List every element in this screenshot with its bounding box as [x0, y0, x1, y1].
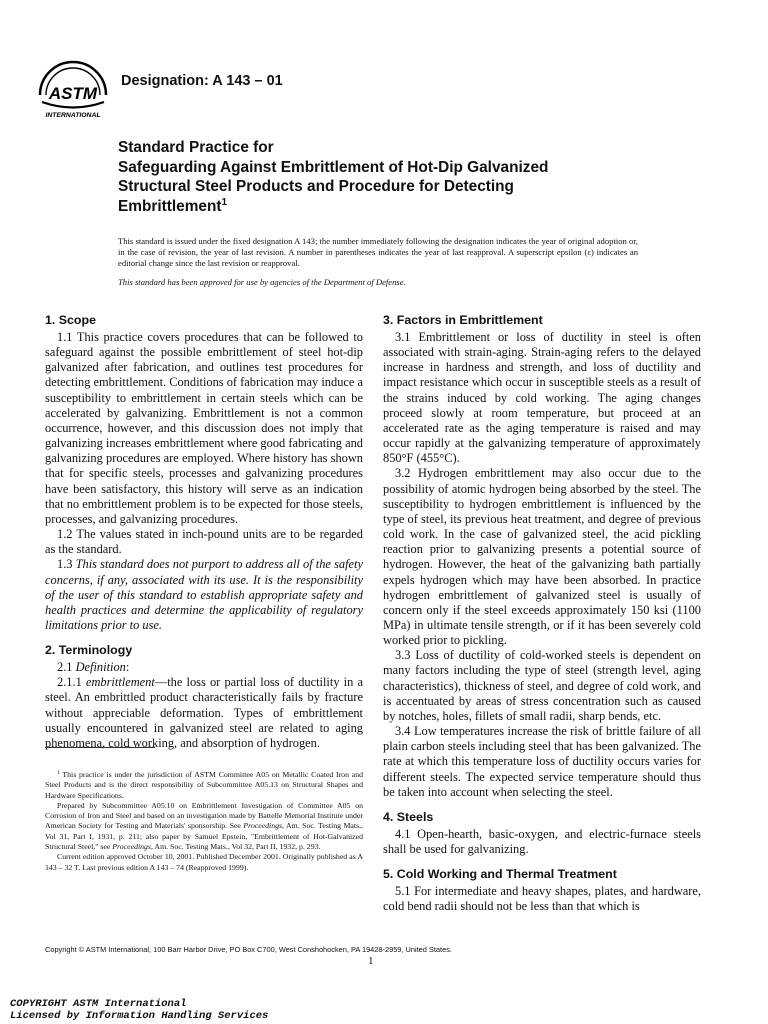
section-heading-steels: 4. Steels [383, 809, 434, 824]
title-line-1: Standard Practice for [118, 139, 274, 156]
title-line-4-text: Embrittlement [118, 197, 222, 215]
footnote-2-pub-2: Proceedings [112, 842, 151, 852]
paragraph-1-3-text: This standard does not purport to address all of the safety concerns, if any, associated with its use. It is the responsibility of the user of this standard to establish appropriate safety and health practices and determine the applicability of regulatory limitations prior to use. [45, 557, 363, 632]
footnotes [45, 770, 363, 873]
right-column [383, 312, 701, 914]
section-heading-factors: 3. Factors in Embrittlement [383, 313, 543, 327]
footnote-3: Current edition approved October 10, 2001. Published December 2001. Originally published as A 143 – 32 T. Last previous edition A 143 – 74 (Reapproved 1999). [45, 852, 363, 872]
paragraph-2-1-colon: : [125, 660, 130, 675]
footnote-2-text-a: Prepared by Subcommittee A05.10 on Embrittlement Investigation of Committee A05 on Corrosion of Iron and Steel and based on an investigation made by Battelle Memorial Institute under American Society for Testing and Materials' sponsorship. See [45, 800, 363, 831]
designation: Designation: A 143 – 01 [121, 73, 283, 89]
paragraph-4-1: 4.1 Open-hearth, basic-oxygen, and electric-furnace steels shall be used for galvanizing. [383, 826, 701, 856]
title-line-3: Structural Steel Products and Procedure for Detecting [118, 178, 514, 195]
svg-text:INTERNATIONAL: INTERNATIONAL [45, 112, 101, 119]
section-heading-terminology: 2. Terminology [45, 643, 133, 658]
title-line-4 [118, 197, 638, 217]
paragraph-1-1: 1.1 This practice covers procedures that can be followed to safeguard against the possible embrittlement of steel hot-dip galvanized after fabrication, and outlines test procedures for detecting embrittlement. Conditions of fabrication may induce a susceptibility to embrittlement in certain steels which can be accelerated by galvanizing. Embrittlement is not a common occurrence, however, and this discussion does not imply that galvanizing increases embrittlement where good fabricating and galvanizing procedures are employed. Where history has shown that for specific steels, processes and galvanizing procedures have been satisfactory, this history will serve as an indication that no embrittlement problem is to be expected for those steels, processes, and galvanizing procedures. [45, 330, 363, 526]
section-heading-scope: 1. Scope [45, 313, 96, 327]
document-title [118, 138, 638, 216]
footnote-2-text-b: , Am. Soc. Testing Mats., Vol 31, Part I, 1931, p. 211; also paper by Samuel Epstein, "Embrittlement of Hot-Galvanized Structural Steel," see [45, 821, 363, 852]
paragraph-2-1-1-number: 2.1.1 [57, 675, 86, 690]
paragraph-1-3-number: 1.3 [57, 557, 76, 572]
license-watermark-line-2: Licensed by Information Handling Services [10, 1010, 269, 1022]
footnote-2-text-c: , Am. Soc. Testing Mats., Vol 32, Part II, 1932, p. 293. [150, 842, 321, 852]
license-watermark-line-1: COPYRIGHT ASTM International [10, 998, 187, 1010]
paragraph-2-1 [45, 660, 363, 675]
paragraph-2-1-1-term: embrittlement [85, 675, 155, 690]
paragraph-2-1-term: Definition [75, 660, 126, 675]
paragraph-2-1-1 [45, 675, 363, 751]
paragraph-2-1-1-text: —the loss or partial loss of ductility in a steel. An embrittled product characteristically fails by fracture without appreciable deformation. Types of embrittlement usually encountered in galvanized steel are related to aging phenomena, cold working, and absorption of hydrogen. [45, 675, 363, 750]
paragraph-3-2: 3.2 Hydrogen embrittlement may also occur due to the possibility of atomic hydrogen being absorbed by the steel. The susceptibility to hydrogen embrittlement is influenced by the type of steel, its previous heat treatment, and degree of previous cold work. In the case of galvanized steel, the acid pickling reaction prior to galvanizing presents a potential source of hydrogen. However, the heat of the galvanizing bath partially expels hydrogen which may have been absorbed. In practice hydrogen embrittlement of galvanized steel is usually of concern only if the steel exceeds approximately 150 ksi (1100 MPa) in ultimate tensile strength, or if it has been severely cold worked prior to pickling. [383, 466, 701, 648]
paragraph-2-1-number: 2.1 [57, 660, 76, 675]
astm-logo-icon [32, 55, 114, 119]
paragraph-1-2: 1.2 The values stated in inch-pound units are to be regarded as the standard. [45, 527, 363, 557]
paragraph-3-4: 3.4 Low temperatures increase the risk of brittle failure of all plain carbon steels including steel that has been galvanized. The rate at which this temperature loss of ductility occurs varies for different steels. The expected service temperature should thus be taken into account when selecting the steel. [383, 724, 701, 799]
footnote-2-pub-1: Proceedings [243, 821, 283, 831]
defense-note: This standard has been approved for use by agencies of the Department of Defense. [118, 277, 406, 287]
issuance-note: This standard is issued under the fixed designation A 143; the number immediately following the designation indicates the year of original adoption or, in the case of revision, the year of last revision. A number in parentheses indicates the year of last reapproval. A superscript epsilon (ε) indicates an editorial change since the last revision or reapproval. [118, 236, 638, 269]
paragraph-1-3 [45, 557, 363, 633]
title-footnote-mark: 1 [221, 196, 228, 208]
copyright-line: Copyright © ASTM International, 100 Barr Harbor Drive, PO Box C700, West Conshohocken, PA 19428-2959, United States. [45, 945, 452, 954]
paragraph-3-1: 3.1 Embrittlement or loss of ductility in steel is often associated with strain-aging. Strain-aging refers to the delayed increase in hardness and strength, and loss of ductility and impact resistance which occur in susceptible steels as a result of the strains induced by cold working. The aging changes proceed slowly at room temperature, but proceed at an accelerated rate as the aging temperature is raised and may occur rapidly at the galvanizing temperature of approximately 850°F (455°C). [383, 330, 701, 466]
footnote-1-text: This practice is under the jurisdiction of ASTM Committee A05 on Metallic Coated Iron and Steel Products and is the direct responsibility of Subcommittee A05.13 on Structural Shapes and Hardware Specifications. [45, 770, 363, 800]
footnote-1 [45, 770, 363, 801]
paragraph-5-1: 5.1 For intermediate and heavy shapes, plates, and hardware, cold bend radii should not be less than that which is [383, 884, 701, 914]
section-heading-cold-working: 5. Cold Working and Thermal Treatment [383, 867, 617, 882]
astm-logo [32, 55, 114, 119]
left-column [45, 312, 363, 751]
footnote-2 [45, 801, 363, 852]
page-number: 1 [368, 955, 374, 967]
svg-text:ASTM: ASTM [48, 84, 98, 103]
footnote-mark: 1 [57, 770, 60, 776]
paragraph-3-3: 3.3 Loss of ductility of cold-worked steels is dependent on many factors including the type of steel (strength level, aging characteristics), thickness of steel, and degree of cold work, and is accentuated by areas of stress concentration such as caused by notches, holes, fillets of small radii, sharp bends, etc. [383, 648, 701, 723]
title-line-2: Safeguarding Against Embrittlement of Hot-Dip Galvanized [118, 158, 549, 176]
footnote-divider [45, 747, 155, 748]
